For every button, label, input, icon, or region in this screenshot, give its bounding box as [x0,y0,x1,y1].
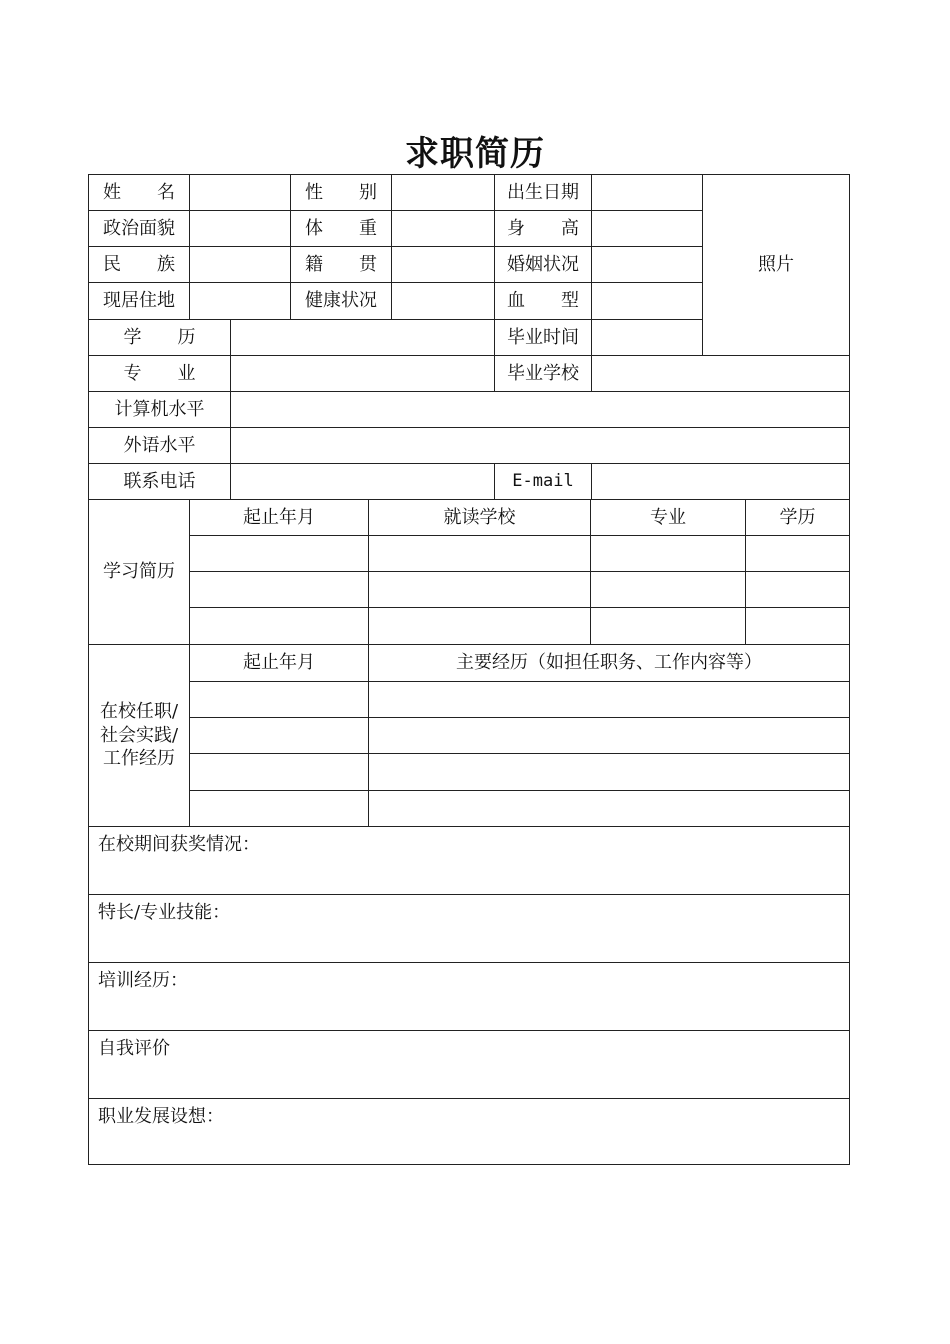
language-level-label: 外语水平 [88,427,231,464]
phone-label: 联系电话 [88,463,231,500]
work-cell[interactable] [189,681,369,718]
work-cell[interactable] [368,753,850,791]
work-cell[interactable] [368,717,850,754]
study-cell[interactable] [189,571,369,608]
photo-box[interactable] [702,174,850,356]
photo-label: 照片 [758,254,794,276]
gender-label: 性 别 [290,174,392,211]
phone-field[interactable] [230,463,495,500]
name-field[interactable] [189,174,291,211]
gender-field[interactable] [391,174,495,211]
career-plan-label: 职业发展设想： [98,1106,224,1127]
work-cell[interactable] [189,753,369,791]
email-field[interactable] [591,463,850,500]
graduation-time-field[interactable] [591,319,703,356]
birth-date-field[interactable] [591,174,703,211]
study-cell[interactable] [368,607,591,645]
blood-type-label: 血 型 [494,282,592,320]
study-cell[interactable] [745,607,850,645]
skills-section[interactable] [88,894,850,963]
study-header-period: 起止年月 [189,499,369,536]
health-label: 健康状况 [290,282,392,320]
graduation-time-label: 毕业时间 [494,319,592,356]
career-plan-section[interactable] [88,1098,850,1165]
health-field[interactable] [391,282,495,320]
page-title: 求职简历 [405,134,545,174]
major-field[interactable] [230,355,495,392]
current-address-field[interactable] [189,282,291,320]
native-place-field[interactable] [391,246,495,283]
graduation-school-label: 毕业学校 [494,355,592,392]
political-status-label: 政治面貌 [88,210,190,247]
self-evaluation-section[interactable] [88,1030,850,1099]
name-label: 姓 名 [88,174,190,211]
awards-section[interactable] [88,826,850,895]
study-cell[interactable] [368,535,591,572]
blood-type-field[interactable] [591,282,703,320]
computer-level-field[interactable] [230,391,850,428]
skills-label: 特长/专业技能： [98,902,231,923]
self-evaluation-label: 自我评价 [98,1038,170,1059]
work-cell[interactable] [189,717,369,754]
computer-level-label: 计算机水平 [88,391,231,428]
study-header-major: 专业 [590,499,746,536]
work-header-period: 起止年月 [189,644,369,682]
weight-label: 体 重 [290,210,392,247]
study-header-degree: 学历 [745,499,850,536]
major-label: 专 业 [88,355,231,392]
work-cell[interactable] [368,681,850,718]
work-history-label: 在校任职/社会实践/工作经历 [88,644,190,827]
work-cell[interactable] [368,790,850,827]
study-cell[interactable] [189,607,369,645]
email-label: E-mail [494,463,592,500]
study-cell[interactable] [745,571,850,608]
marital-status-field[interactable] [591,246,703,283]
work-cell[interactable] [189,790,369,827]
native-place-label: 籍 贯 [290,246,392,283]
training-label: 培训经历： [98,970,188,991]
study-cell[interactable] [745,535,850,572]
ethnicity-field[interactable] [189,246,291,283]
study-cell[interactable] [590,535,746,572]
height-field[interactable] [591,210,703,247]
study-cell[interactable] [590,571,746,608]
marital-status-label: 婚姻状况 [494,246,592,283]
study-history-label: 学习简历 [88,499,190,645]
awards-label: 在校期间获奖情况： [98,834,260,855]
study-header-school: 就读学校 [368,499,591,536]
resume-form [88,174,850,1165]
ethnicity-label: 民 族 [88,246,190,283]
weight-field[interactable] [391,210,495,247]
political-status-field[interactable] [189,210,291,247]
birth-date-label: 出生日期 [494,174,592,211]
study-cell[interactable] [590,607,746,645]
study-cell[interactable] [368,571,591,608]
degree-label: 学 历 [88,319,231,356]
current-address-label: 现居住地 [88,282,190,320]
training-section[interactable] [88,962,850,1031]
study-cell[interactable] [189,535,369,572]
work-header-experience: 主要经历（如担任职务、工作内容等） [368,644,850,682]
height-label: 身 高 [494,210,592,247]
language-level-field[interactable] [230,427,850,464]
graduation-school-field[interactable] [591,355,850,392]
degree-field[interactable] [230,319,495,356]
